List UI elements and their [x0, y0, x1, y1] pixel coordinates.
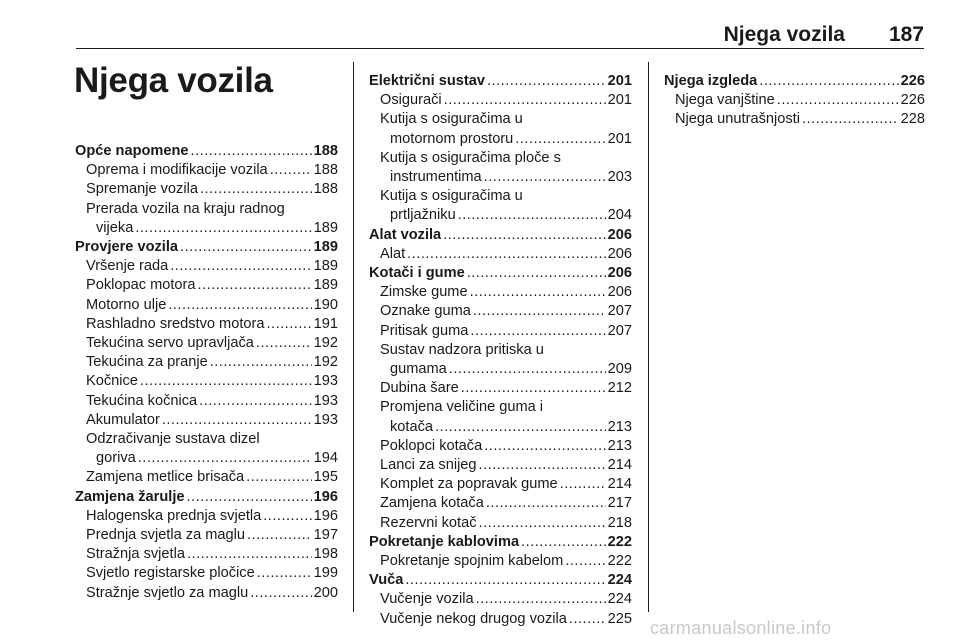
toc-entry-page: 224 — [607, 591, 632, 608]
toc-entry — [369, 437, 632, 456]
toc-entry — [75, 392, 338, 411]
toc-entry-page: 214 — [607, 476, 632, 493]
toc-entry-title: Kutija s osiguračima u — [380, 111, 523, 128]
leader-dots — [484, 168, 606, 187]
toc-entry — [75, 468, 338, 487]
leader-dots — [135, 219, 311, 238]
toc-entry — [369, 456, 632, 475]
toc-entry-page: 191 — [313, 315, 338, 332]
toc-entry-title: Vršenje rada — [86, 258, 169, 275]
leader-dots — [467, 264, 606, 283]
toc-entry-page: 213 — [607, 437, 632, 454]
toc-entry-title: Tekućina za pranje — [86, 354, 208, 371]
toc-entry-page: 213 — [607, 418, 632, 435]
toc-entry-title: Spremanje vozila — [86, 181, 198, 198]
toc-entry-title: kotača — [390, 418, 433, 435]
leader-dots — [470, 283, 606, 302]
leader-dots — [270, 161, 312, 180]
leader-dots — [162, 411, 312, 430]
toc-entry-title: Alat — [380, 245, 406, 262]
toc-entry — [75, 353, 338, 372]
toc-entry-title: Kutija s osiguračima ploče s — [380, 149, 561, 166]
toc-entry-page: 228 — [900, 111, 925, 128]
toc-entry-title: Kutija s osiguračima u — [380, 188, 523, 205]
toc-entry-title: Kočnice — [86, 373, 138, 390]
toc-column-3 — [664, 72, 925, 130]
toc-entry-page: 193 — [313, 392, 338, 409]
toc-entry-title: Motorno ulje — [86, 296, 167, 313]
running-header-page-number: 187 — [888, 23, 924, 46]
toc-entry — [369, 379, 632, 398]
toc-entry-title: Vučenje nekog drugog vozila — [380, 610, 567, 627]
toc-section-page: 206 — [607, 226, 632, 243]
toc-entry — [369, 302, 632, 321]
toc-entry-title: Odzračivanje sustava dizel — [86, 431, 260, 448]
toc-entry-page: 190 — [313, 296, 338, 313]
toc-section-title: Kotači i gume — [369, 265, 465, 282]
toc-entry-title: Stražnje svjetlo za maglu — [86, 584, 249, 601]
toc-entry — [75, 161, 338, 180]
leader-dots — [405, 571, 605, 590]
toc-entry-page: 226 — [900, 92, 925, 109]
toc-section — [369, 226, 632, 245]
toc-entry — [664, 91, 925, 110]
toc-entry-title: Rashladno sredstvo motora — [86, 315, 265, 332]
toc-entry-title: Akumulator — [86, 411, 160, 428]
toc-entry-page: 193 — [313, 411, 338, 428]
toc-entry — [369, 245, 632, 264]
toc-entry-page: 194 — [313, 450, 338, 467]
toc-section-page: 188 — [313, 143, 338, 159]
toc-section-title: Zamjena žarulje — [75, 488, 185, 505]
toc-entry-page: 212 — [607, 380, 632, 397]
toc-entry — [75, 584, 338, 603]
toc-section-title: Provjere vozila — [75, 239, 179, 256]
column-divider — [648, 62, 649, 612]
toc-entry-page: 206 — [607, 284, 632, 301]
toc-entry — [75, 545, 338, 564]
toc-entry-title: Rezervni kotač — [380, 514, 477, 531]
toc-entry — [369, 91, 632, 110]
leader-dots — [521, 533, 606, 552]
toc-entry-page: 196 — [313, 507, 338, 524]
toc-entry — [369, 552, 632, 571]
toc-entry-title: Komplet za popravak gume — [380, 476, 558, 493]
toc-entry-page: 188 — [313, 181, 338, 198]
toc-entry — [369, 322, 632, 341]
leader-dots — [473, 302, 606, 321]
leader-dots — [777, 91, 899, 110]
toc-entry — [369, 283, 632, 302]
toc-entry-page: 203 — [607, 169, 632, 186]
toc-section — [664, 72, 925, 91]
toc-entry-title: gumama — [390, 361, 447, 378]
toc-entry — [369, 475, 632, 494]
toc-section-page: 196 — [313, 488, 338, 505]
toc-entry-title: Prednja svjetla za maglu — [86, 527, 245, 544]
toc-entry-title: motornom prostoru — [390, 130, 514, 147]
leader-dots — [263, 507, 311, 526]
toc-entry-title: Njega vanjštine — [675, 92, 775, 109]
toc-entry-page: 207 — [607, 322, 632, 339]
toc-entry-title: Zamjena kotača — [380, 495, 484, 512]
leader-dots — [266, 315, 311, 334]
leader-dots — [449, 360, 606, 379]
toc-section-page: 206 — [607, 265, 632, 282]
leader-dots — [191, 142, 312, 161]
toc-entry-title: Pokretanje spojnim kabelom — [380, 553, 564, 570]
leader-dots — [565, 552, 605, 571]
toc-entry — [75, 507, 338, 526]
toc-entry-page: 188 — [313, 162, 338, 179]
toc-entry — [75, 257, 338, 276]
toc-entry — [75, 296, 338, 315]
toc-entry-title: Svjetlo registarske pločice — [86, 565, 255, 582]
toc-entry-title: Njega unutrašnjosti — [675, 111, 800, 128]
leader-dots — [443, 226, 605, 245]
leader-dots — [168, 296, 311, 315]
toc-section-page: 201 — [607, 73, 632, 89]
toc-entry-page: 195 — [313, 469, 338, 486]
toc-entry-page: 201 — [607, 92, 632, 109]
leader-dots — [250, 584, 311, 603]
leader-dots — [246, 468, 311, 487]
leader-dots — [486, 494, 606, 513]
toc-entry — [369, 187, 632, 225]
leader-dots — [444, 91, 606, 110]
toc-entry — [369, 341, 632, 379]
toc-entry — [369, 398, 632, 436]
toc-entry-title: Oprema i modifikacije vozila — [86, 162, 268, 179]
toc-entry-page: 198 — [313, 546, 338, 563]
toc-entry — [75, 564, 338, 583]
leader-dots — [140, 372, 312, 391]
toc-section — [369, 533, 632, 552]
leader-dots — [170, 257, 311, 276]
toc-entry-title: Osigurači — [380, 92, 442, 109]
leader-dots — [487, 72, 606, 91]
toc-entry-title: Promjena veličine guma i — [380, 399, 544, 416]
toc-entry-page: 200 — [313, 584, 338, 601]
toc-entry-title: Lanci za snijeg — [380, 457, 477, 474]
toc-entry-page: 192 — [313, 335, 338, 352]
toc-entry-title: Pritisak guma — [380, 322, 469, 339]
toc-entry-title: Prerada vozila na kraju radnog — [86, 200, 285, 217]
toc-entry — [369, 610, 632, 629]
toc-section — [369, 571, 632, 590]
column-divider — [353, 62, 354, 612]
running-header-title: Njega vozila — [723, 23, 845, 46]
toc-section-page: 222 — [607, 533, 632, 550]
leader-dots — [470, 322, 605, 341]
toc-section — [369, 264, 632, 283]
toc-entry-title: Oznake guma — [380, 303, 471, 320]
toc-entry — [369, 590, 632, 609]
toc-entry-page: 214 — [607, 457, 632, 474]
toc-entry-title: Poklopac motora — [86, 277, 196, 294]
toc-column-1 — [75, 142, 338, 603]
leader-dots — [187, 488, 312, 507]
leader-dots — [569, 610, 606, 629]
toc-entry-page: 207 — [607, 303, 632, 320]
toc-entry — [369, 110, 632, 148]
toc-section-page: 226 — [900, 73, 925, 89]
toc-entry-page: 193 — [313, 373, 338, 390]
leader-dots — [199, 392, 312, 411]
toc-entry-title: Poklopci kotača — [380, 437, 483, 454]
toc-section-title: Opće napomene — [75, 143, 189, 159]
leader-dots — [458, 206, 606, 225]
toc-entry-page: 197 — [313, 527, 338, 544]
toc-entry-title: goriva — [96, 450, 136, 467]
toc-entry-title: Dubina šare — [380, 380, 459, 397]
toc-section — [75, 488, 338, 507]
toc-entry-title: Zimske gume — [380, 284, 468, 301]
toc-entry-title: prtljažniku — [390, 207, 456, 224]
toc-entry-page: 189 — [313, 219, 338, 236]
leader-dots — [479, 456, 606, 475]
toc-entry-page: 209 — [607, 361, 632, 378]
toc-entry — [75, 200, 338, 238]
toc-entry-page: 189 — [313, 258, 338, 275]
leader-dots — [515, 130, 605, 149]
toc-section-title: Alat vozila — [369, 226, 442, 243]
toc-entry-title: Vučenje vozila — [380, 591, 474, 608]
toc-section-title: Njega izgleda — [664, 73, 758, 89]
leader-dots — [461, 379, 606, 398]
leader-dots — [484, 437, 605, 456]
leader-dots — [476, 590, 606, 609]
toc-entry — [75, 372, 338, 391]
leader-dots — [802, 110, 899, 129]
leader-dots — [560, 475, 606, 494]
toc-entry-title: Zamjena metlice brisača — [86, 469, 245, 486]
toc-entry-page: 222 — [607, 553, 632, 570]
toc-entry — [75, 526, 338, 545]
toc-entry-page: 199 — [313, 565, 338, 582]
leader-dots — [759, 72, 898, 91]
watermark: carmanualsonline.info — [650, 618, 832, 638]
toc-section-page: 189 — [313, 239, 338, 256]
leader-dots — [407, 245, 605, 264]
toc-entry — [369, 494, 632, 513]
toc-entry-page: 225 — [607, 610, 632, 627]
toc-section-page: 224 — [607, 572, 632, 589]
toc-entry-page: 192 — [313, 354, 338, 371]
toc-entry-title: Tekućina servo upravljača — [86, 335, 254, 352]
toc-entry-title: Tekućina kočnica — [86, 392, 198, 409]
toc-section — [369, 72, 632, 91]
toc-section-title: Električni sustav — [369, 73, 485, 89]
toc-entry — [75, 180, 338, 199]
toc-entry — [75, 315, 338, 334]
leader-dots — [479, 514, 606, 533]
toc-section-title: Pokretanje kablovima — [369, 533, 520, 550]
page-title: Njega vozila — [74, 61, 273, 100]
toc-entry-page: 206 — [607, 245, 632, 262]
toc-entry — [369, 149, 632, 187]
toc-entry — [369, 514, 632, 533]
toc-entry-page: 204 — [607, 207, 632, 224]
header-rule — [76, 48, 924, 49]
toc-entry-page: 201 — [607, 130, 632, 147]
toc-entry-page: 218 — [607, 514, 632, 531]
leader-dots — [198, 276, 312, 295]
toc-entry — [664, 110, 925, 129]
leader-dots — [180, 238, 312, 257]
toc-entry — [75, 411, 338, 430]
leader-dots — [435, 418, 606, 437]
leader-dots — [138, 449, 312, 468]
toc-entry-title: Halogenska prednja svjetla — [86, 507, 262, 524]
toc-entry-title: instrumentima — [390, 169, 482, 186]
toc-section — [75, 142, 338, 161]
toc-section — [75, 238, 338, 257]
toc-entry — [75, 430, 338, 468]
toc-section-title: Vuča — [369, 572, 404, 589]
leader-dots — [210, 353, 312, 372]
leader-dots — [256, 334, 312, 353]
leader-dots — [187, 545, 312, 564]
leader-dots — [200, 180, 312, 199]
toc-entry-title: Stražnja svjetla — [86, 546, 185, 563]
toc-column-2 — [369, 72, 632, 629]
toc-entry — [75, 276, 338, 295]
toc-entry-title: Sustav nadzora pritiska u — [380, 341, 544, 358]
leader-dots — [247, 526, 312, 545]
leader-dots — [257, 564, 312, 583]
toc-entry-page: 189 — [313, 277, 338, 294]
toc-entry-title: vijeka — [96, 219, 134, 236]
toc-entry-page: 217 — [607, 495, 632, 512]
toc-entry — [75, 334, 338, 353]
